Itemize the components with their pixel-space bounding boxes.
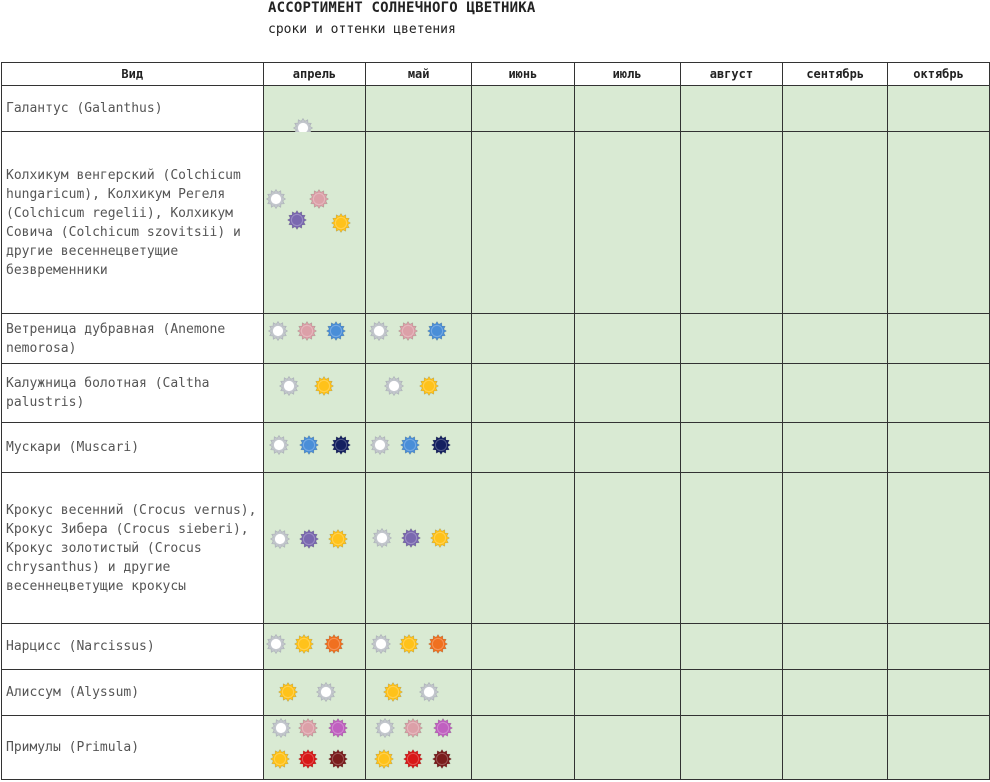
species-name: Мускари (Muscari): [2, 423, 264, 473]
flower-icon: [316, 682, 336, 702]
flower-icon: [298, 749, 318, 769]
bloom-table: [1, 62, 990, 780]
month-cell: [680, 624, 783, 670]
month-cell: [680, 364, 783, 423]
flower-icon: [309, 189, 329, 209]
month-cell: [680, 314, 783, 364]
flower-icon: [419, 682, 439, 702]
table-row: [2, 473, 990, 624]
flower-icon: [403, 718, 423, 738]
species-name: Примулы (Primula): [2, 716, 264, 780]
month-cell: [574, 716, 680, 780]
flower-icon: [294, 634, 314, 654]
month-cell: [783, 86, 888, 132]
month-cell: [680, 86, 783, 132]
flower-icon: [271, 718, 291, 738]
month-cell: [366, 473, 472, 624]
flower-icon: [369, 321, 389, 341]
flower-icon: [328, 529, 348, 549]
flower-icon: [270, 749, 290, 769]
month-cell: [574, 473, 680, 624]
column-header: Вид: [2, 63, 264, 86]
flower-icon: [297, 321, 317, 341]
flower-icon: [372, 528, 392, 548]
month-cell: [888, 423, 990, 473]
month-cell: [680, 716, 783, 780]
flower-icon: [324, 634, 344, 654]
flower-icon: [432, 749, 452, 769]
month-cell: [366, 364, 472, 423]
month-cell: [680, 670, 783, 716]
month-cell: [574, 624, 680, 670]
month-cell: [366, 423, 472, 473]
month-cell: [888, 86, 990, 132]
month-cell: [263, 716, 366, 780]
month-cell: [263, 86, 366, 132]
flower-icon: [399, 634, 419, 654]
flower-icon: [331, 213, 351, 233]
page-subtitle: сроки и оттенки цветения: [268, 22, 456, 37]
flower-icon: [374, 749, 394, 769]
month-cell: [680, 132, 783, 314]
month-cell: [366, 314, 472, 364]
flower-icon: [428, 634, 448, 654]
column-header: сентябрь: [783, 63, 888, 86]
table-row: [2, 624, 990, 670]
month-cell: [574, 132, 680, 314]
month-cell: [263, 132, 366, 314]
flower-icon: [430, 528, 450, 548]
month-cell: [366, 132, 472, 314]
table-row: [2, 716, 990, 780]
column-header: октябрь: [888, 63, 990, 86]
flower-icon: [400, 435, 420, 455]
month-cell: [888, 716, 990, 780]
month-cell: [888, 624, 990, 670]
month-cell: [263, 473, 366, 624]
flower-icon: [278, 682, 298, 702]
species-name: Алиссум (Alyssum): [2, 670, 264, 716]
flower-icon: [371, 634, 391, 654]
flower-icon: [427, 321, 447, 341]
table-row: [2, 423, 990, 473]
flower-icon: [266, 189, 286, 209]
species-name: Калужница болотная (Caltha palustris): [2, 364, 264, 423]
flower-icon: [269, 435, 289, 455]
page-title: АССОРТИМЕНТ СОЛНЕЧНОГО ЦВЕТНИКА: [268, 0, 536, 16]
month-cell: [366, 716, 472, 780]
month-cell: [680, 473, 783, 624]
table-row: [2, 132, 990, 314]
species-name: Галантус (Galanthus): [2, 86, 264, 132]
flower-icon: [433, 718, 453, 738]
flower-icon: [431, 435, 451, 455]
flower-icon: [299, 435, 319, 455]
month-cell: [574, 670, 680, 716]
flower-icon: [370, 435, 390, 455]
column-header: июнь: [472, 63, 575, 86]
flower-icon: [403, 749, 423, 769]
flower-icon: [270, 529, 290, 549]
month-cell: [888, 670, 990, 716]
month-cell: [263, 670, 366, 716]
table-row: [2, 86, 990, 132]
column-header: июль: [574, 63, 680, 86]
month-cell: [472, 314, 575, 364]
column-header: май: [366, 63, 472, 86]
month-cell: [574, 86, 680, 132]
month-cell: [263, 423, 366, 473]
month-cell: [263, 314, 366, 364]
month-cell: [263, 364, 366, 423]
month-cell: [783, 670, 888, 716]
table-row: [2, 670, 990, 716]
month-cell: [680, 423, 783, 473]
month-cell: [472, 473, 575, 624]
month-cell: [263, 624, 366, 670]
month-cell: [888, 314, 990, 364]
month-cell: [574, 314, 680, 364]
flower-icon: [266, 634, 286, 654]
flower-icon: [375, 718, 395, 738]
month-cell: [472, 364, 575, 423]
flower-icon: [401, 528, 421, 548]
flower-icon: [384, 376, 404, 396]
flower-icon: [328, 749, 348, 769]
flower-icon: [398, 321, 418, 341]
month-cell: [366, 624, 472, 670]
month-cell: [888, 364, 990, 423]
month-cell: [783, 716, 888, 780]
month-cell: [472, 624, 575, 670]
header-row: [2, 63, 990, 86]
month-cell: [472, 716, 575, 780]
species-name: Ветреница дубравная (Anemone nemorosa): [2, 314, 264, 364]
table-row: [2, 314, 990, 364]
month-cell: [472, 670, 575, 716]
month-cell: [366, 86, 472, 132]
flower-icon: [287, 210, 307, 230]
species-name: Нарцисс (Narcissus): [2, 624, 264, 670]
month-cell: [783, 314, 888, 364]
species-name: Колхикум венгерский (Colchicum hungaricum), Колхикум Регеля (Colchicum regelii), Колхикум Совича (Colchicum szovitsii) и другие весеннецветущие безвременники: [2, 132, 264, 314]
month-cell: [888, 473, 990, 624]
species-name: Крокус весенний (Crocus vernus), Крокус Зибера (Crocus sieberi), Крокус золотистый (Crocus chrysanthus) и другие весеннецветущие крокусы: [2, 473, 264, 624]
month-cell: [783, 364, 888, 423]
flower-icon: [383, 682, 403, 702]
month-cell: [888, 132, 990, 314]
month-cell: [472, 423, 575, 473]
month-cell: [574, 364, 680, 423]
table-row: [2, 364, 990, 423]
flower-icon: [331, 435, 351, 455]
flower-icon: [328, 718, 348, 738]
month-cell: [783, 624, 888, 670]
column-header: август: [680, 63, 783, 86]
flower-icon: [268, 321, 288, 341]
month-cell: [366, 670, 472, 716]
flower-icon: [298, 718, 318, 738]
month-cell: [472, 86, 575, 132]
flower-icon: [299, 529, 319, 549]
flower-icon: [314, 376, 334, 396]
month-cell: [472, 132, 575, 314]
flower-icon: [419, 376, 439, 396]
flower-icon: [279, 376, 299, 396]
column-header: апрель: [263, 63, 366, 86]
flower-icon: [326, 321, 346, 341]
month-cell: [783, 473, 888, 624]
month-cell: [783, 132, 888, 314]
month-cell: [783, 423, 888, 473]
month-cell: [574, 423, 680, 473]
